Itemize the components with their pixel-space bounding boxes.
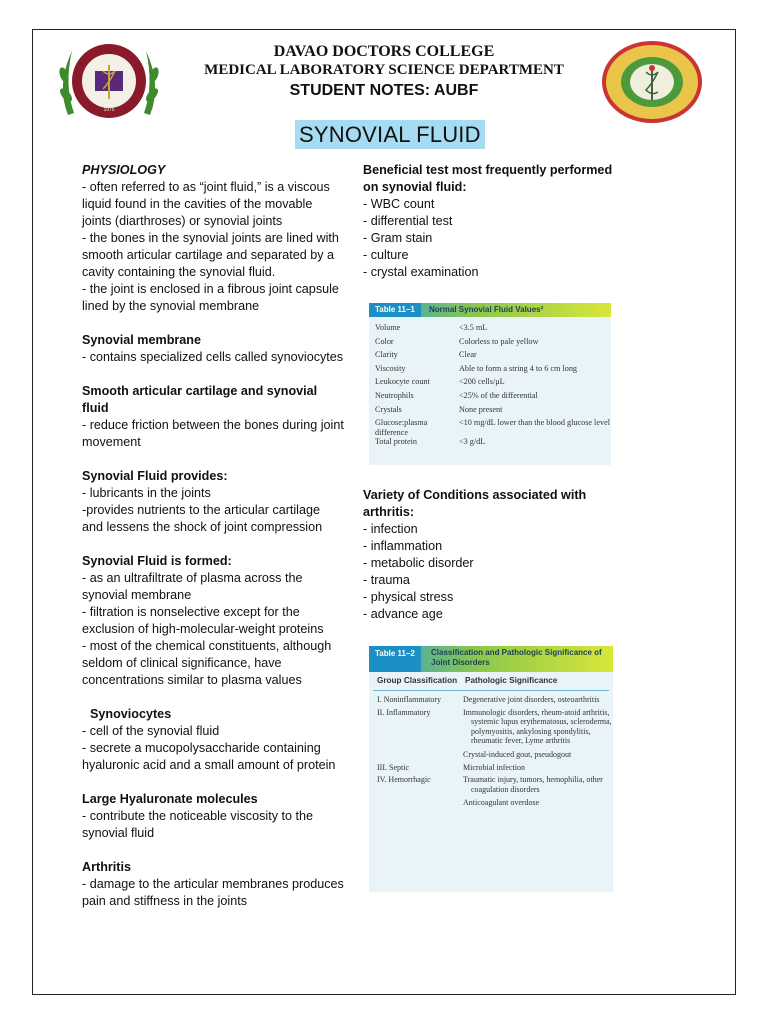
table-row <box>375 377 610 391</box>
header-divider <box>373 690 609 691</box>
table-name: Normal Synovial Fluid Values² <box>429 305 544 314</box>
group-cell: III. Septic <box>377 762 409 772</box>
tests-section <box>363 162 625 281</box>
document-subtitle: STUDENT NOTES: AUBF <box>289 82 479 99</box>
table-number: Table 11–1 <box>369 303 421 317</box>
section-heading: Synovial Fluid provides: <box>82 469 228 483</box>
group-cell: IV. Hemorrhagic <box>377 775 431 785</box>
value-cell: <3 g/dL <box>459 437 486 447</box>
table-row <box>375 364 610 378</box>
note-line: - contribute the noticeable viscosity to the synovial fluid <box>82 809 317 840</box>
list-item: - physical stress <box>363 590 454 604</box>
note-line: - filtration is nonselective except for the exclusion of high-molecular-weight proteins <box>82 605 324 636</box>
note-line: - often referred to as “joint fluid,” is a viscous liquid found in the cavities of the movable joints (diarthroses) or synovial joints <box>82 180 334 228</box>
section-heading: PHYSIOLOGY <box>82 163 166 177</box>
table-row <box>375 405 610 419</box>
table-row <box>375 323 610 337</box>
section-heading: Large Hyaluronate molecules <box>82 792 258 806</box>
table-number: Table 11–2 <box>369 646 421 672</box>
significance-entry: Crystal-induced gout, pseudogout <box>463 749 572 759</box>
table-row <box>377 763 613 776</box>
note-line: - damage to the articular membranes produces pain and stiffness in the joints <box>82 877 348 908</box>
parameter-cell: Volume <box>375 323 401 332</box>
list-item: - trauma <box>363 573 410 587</box>
section-heading: Synovial membrane <box>82 333 201 347</box>
table-row <box>375 418 610 437</box>
note-section <box>82 791 344 842</box>
note-section <box>82 332 344 366</box>
group-cell: II. Inflammatory <box>377 707 431 717</box>
parameter-cell: Leukocyte count <box>375 377 430 387</box>
significance-entry: Anticoagulant overdose <box>463 798 540 808</box>
note-section <box>82 706 344 774</box>
significance-cell <box>463 695 613 708</box>
note-section <box>82 553 344 689</box>
note-section <box>82 468 344 536</box>
list-item: - infection <box>363 522 418 536</box>
list-item: - crystal examination <box>363 265 479 279</box>
list-item: - differential test <box>363 214 453 228</box>
document-header <box>170 42 598 101</box>
joint-disorders-table <box>369 646 613 892</box>
table-title-bar <box>369 303 611 317</box>
parameter-cell: Clarity <box>375 350 398 360</box>
value-cell: Able to form a string 4 to 6 cm long <box>459 363 578 373</box>
significance-cell <box>463 763 613 776</box>
value-cell: Clear <box>459 350 477 360</box>
note-section <box>82 859 348 910</box>
section-heading: Synoviocytes <box>90 707 172 721</box>
section-heading: Arthritis <box>82 860 131 874</box>
significance-cell <box>463 708 613 763</box>
list-item: - Gram stain <box>363 231 433 245</box>
note-line: - most of the chemical constituents, although seldom of clinical significance, have concentrations similar to plasma values <box>82 639 335 687</box>
list-item: - inflammation <box>363 539 443 553</box>
table-row <box>377 695 613 708</box>
significance-entry: Microbial infection <box>463 762 525 772</box>
page-title: SYNOVIAL FLUID <box>295 120 485 149</box>
value-cell: Colorless to pale yellow <box>459 336 539 346</box>
parameter-cell: Crystals <box>375 404 402 414</box>
section-heading: Synovial Fluid is formed: <box>82 554 232 568</box>
significance-entry: Immunologic disorders, rheum-atoid arthritis, systemic lupus erythematosus, scleroderma, polymyositis, ankylosing spondylitis, rheumatic fever, Lyme arthritis <box>463 707 612 746</box>
value-cell: <3.5 mL <box>459 323 488 332</box>
college-name: DAVAO DOCTORS COLLEGE <box>273 43 495 60</box>
table-row <box>377 775 613 811</box>
table-header-row <box>377 676 613 686</box>
value-cell: None present <box>459 404 503 414</box>
table-row <box>375 437 610 451</box>
note-line: -provides nutrients to the articular cartilage and lessens the shock of joint compression <box>82 503 324 534</box>
table-title-bar <box>369 646 613 672</box>
section-heading: Smooth articular cartilage and synovial fluid <box>82 384 318 415</box>
note-line: - reduce friction between the bones during joint movement <box>82 418 348 449</box>
normal-values-table <box>369 303 611 465</box>
significance-cell <box>463 775 613 811</box>
table-name: Classification and Pathologic Significance of Joint Disorders <box>431 648 602 667</box>
list-item: - WBC count <box>363 197 435 211</box>
significance-entry: Traumatic injury, tumors, hemophilia, other coagulation disorders <box>463 775 603 794</box>
parameter-cell: Total protein <box>375 437 417 447</box>
note-line: - contains specialized cells called synoviocytes <box>82 350 344 364</box>
department-name: MEDICAL LABORATORY SCIENCE DEPARTMENT <box>204 62 564 78</box>
value-cell: <25% of the differential <box>459 390 538 400</box>
group-cell: I. Noninflammatory <box>377 695 441 704</box>
parameter-cell: Neutrophils <box>375 390 414 400</box>
parameter-cell: Viscosity <box>375 363 406 373</box>
parameter-cell: Color <box>375 336 394 346</box>
note-line: - secrete a mucopolysaccharide containing hyaluronic acid and a small amount of protein <box>82 741 336 772</box>
parameter-cell: Glucose:plasma difference <box>375 418 428 437</box>
left-column <box>82 162 348 927</box>
note-line: - cell of the synovial fluid <box>82 724 220 738</box>
significance-entry: Degenerative joint disorders, osteoarthritis <box>463 695 600 704</box>
table-row <box>375 337 610 351</box>
svg-text:1975: 1975 <box>103 107 115 113</box>
list-item: - culture <box>363 248 409 262</box>
conditions-heading: Variety of Conditions associated with arthritis: <box>363 488 587 519</box>
list-item: - advance age <box>363 607 443 621</box>
note-section <box>82 162 344 315</box>
column-header: Pathologic Significance <box>465 676 558 685</box>
list-item: - metabolic disorder <box>363 556 474 570</box>
note-line: - as an ultrafiltrate of plasma across the synovial membrane <box>82 571 306 602</box>
note-line: - the joint is enclosed in a fibrous joint capsule lined by the synovial membrane <box>82 282 343 313</box>
column-header: Group Classification <box>377 676 458 685</box>
college-seal-logo <box>54 37 164 127</box>
value-cell: <10 mg/dL lower than the blood glucose level <box>459 418 610 428</box>
table-row <box>375 350 610 364</box>
department-seal-logo <box>600 40 704 124</box>
tests-heading: Beneficial test most frequently performed on synovial fluid: <box>363 163 613 194</box>
conditions-section <box>363 487 625 623</box>
note-section <box>82 383 348 451</box>
value-cell: <200 cells/μL <box>459 377 505 387</box>
right-column <box>363 162 625 298</box>
table-row <box>375 391 610 405</box>
note-line: - the bones in the synovial joints are lined with smooth articular cartilage and separated by a cavity containing the synovial fluid. <box>82 231 343 279</box>
note-line: - lubricants in the joints <box>82 486 211 500</box>
table-row <box>377 708 613 763</box>
